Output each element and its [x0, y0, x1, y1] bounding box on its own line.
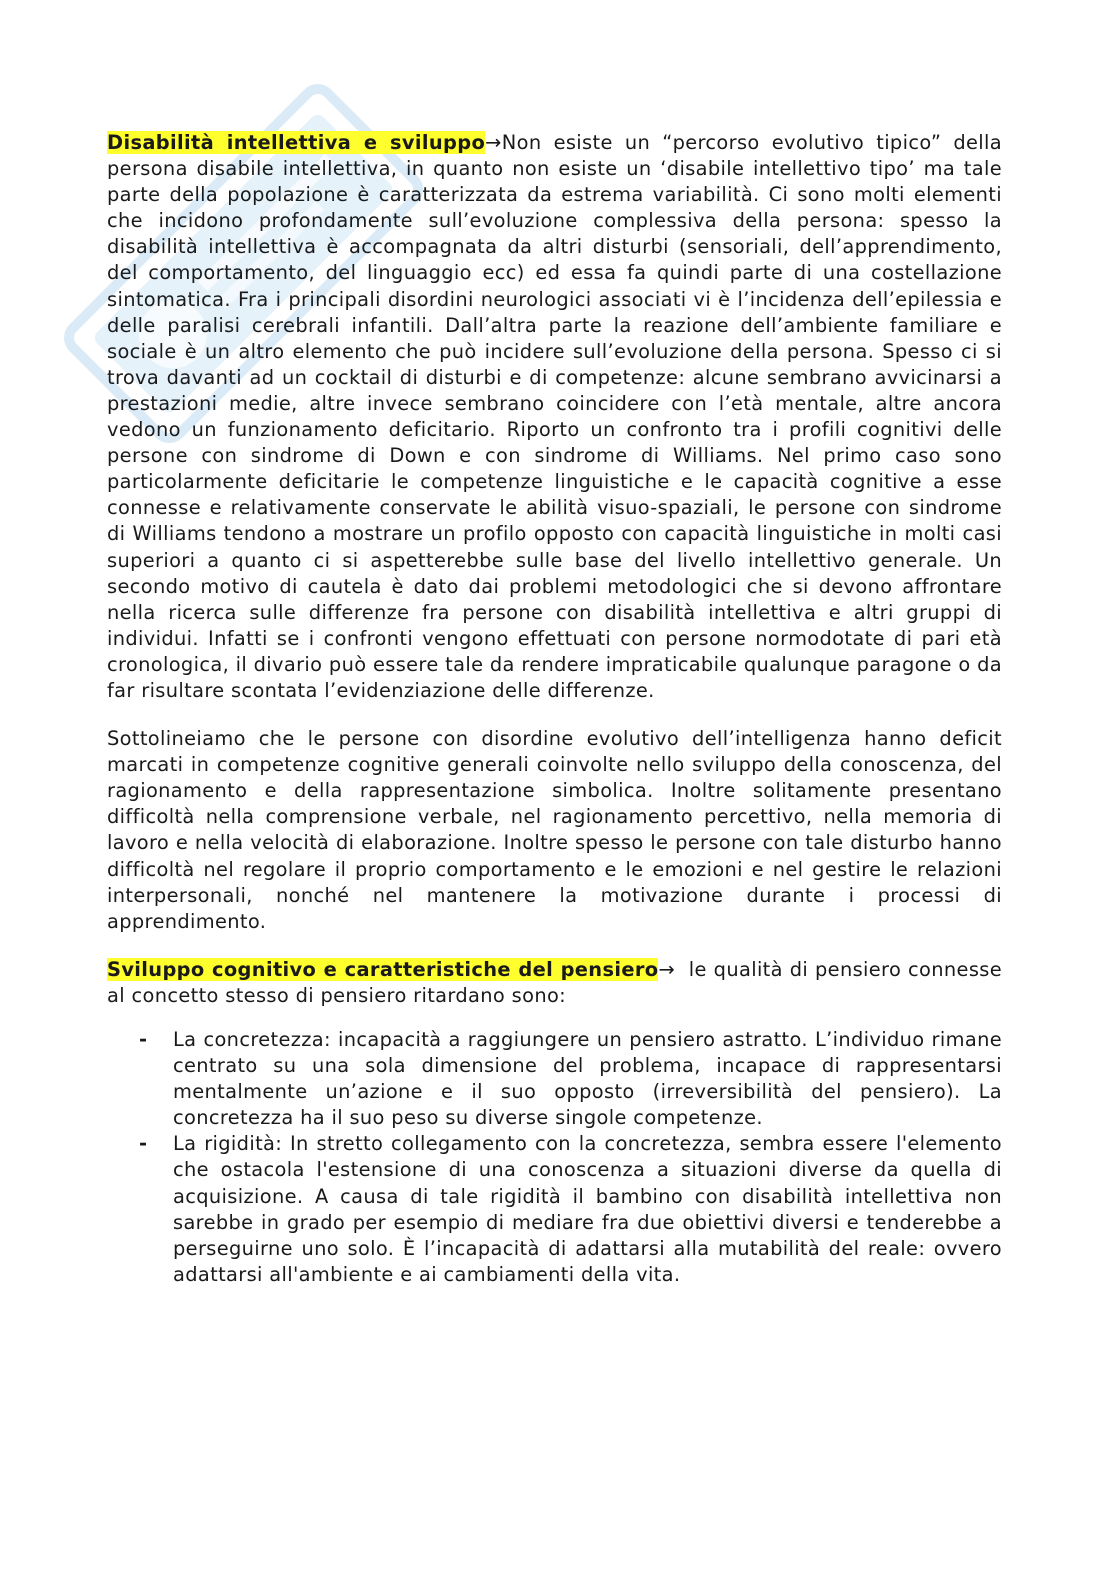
list-item-concretezza [107, 1027, 1002, 1131]
paragraph-text: Non esiste un “percorso evolutivo tipico” della persona disabile intellettiva, in quanto non esiste un ‘disabile intellettivo tipo’ ma tale parte della popolazione è caratterizzata da estrema variabilità. Ci sono molti elementi che incidono profondamente sull’evoluzione complessiva della persona: spesso la disabilità intellettiva è accompagnata da altri disturbi (sensoriali, dell’apprendimento, del comportamento, del linguaggio ecc) ed essa fa quindi parte di una costellazione sintomatica. Fra i principali disordini neurologici associati vi è l’incidenza dell’epilessia e delle paralisi cerebrali infantili. Dall’altra parte la reazione dell’ambiente familiare e sociale è un altro elemento che può incidere sull’evoluzione della persona. Spesso ci si trova davanti ad un cocktail di disturbi e di competenze: alcune sembrano avvicinarsi a prestazioni medie, altre invece sembrano coincidere con l’età mentale, altre ancora vedono un funzionamento deficitario. Riporto un confronto tra i profili cognitivi delle persone con sindrome di Down e con sindrome di Williams. Nel primo caso sono particolarmente deficitarie le competenze linguistiche e le capacità cognitive a esse connesse e relativamente conservate le abilità visuo-spaziali, le persone con sindrome di Williams tendono a mostrare un profilo opposto con capacità linguistiche in molti casi superiori a quanto ci si aspetterebbe sulle base del livello intellettivo generale. Un secondo motivo di cautela è dato dai problemi metodologici che si devono affrontare nella ricerca sulle differenze fra persone con disabilità intellettiva e altri gruppi di individui. Infatti se i confronti vengono effettuati con persone normodotate di pari età cronologica, il divario può essere tale da rendere impraticabile qualunque paragone o da far risultare scontata l’evidenziazione delle differenze. [107, 131, 1002, 702]
arrow-icon: → [658, 957, 676, 981]
heading-disabilita-intellettiva: Disabilità intellettiva e sviluppo [107, 131, 486, 154]
paragraph-sviluppo-cognitivo [107, 957, 1009, 1009]
list-item-text: La concretezza: incapacità a raggiungere un pensiero astratto. L’individuo rimane centrato su una sola dimensione del problema, incapace di rappresentarsi mentalmente un’azione e il suo opposto (irreversibilità del pensiero). La concretezza ha il suo peso su diverse singole competenze. [173, 1028, 1002, 1130]
arrow-icon: → [485, 131, 502, 154]
list-item-text: La rigidità: In stretto collegamento con la concretezza, sembra essere l'elemento che ostacola l'estensione di una conoscenza a situazioni diverse da quella di acquisizione. A causa di tale rigidità il bambino con disabilità intellettiva non sarebbe in grado per esempio di mediare fra due obiettivi diversi e tenderebbe a perseguirne uno solo. È l’incapacità di adattarsi alla mutabilità del reale: ovvero adattarsi all'ambiente e ai cambiamenti della vita. [173, 1132, 1002, 1286]
paragraph-sottolineiamo: Sottolineiamo che le persone con disordine evolutivo dell’intelligenza hanno deficit marcati in competenze cognitive generali coinvolte nello sviluppo della conoscenza, del ragionamento e della rappresentazione simbolica. Inoltre solitamente presentano difficoltà nella comprensione verbale, nel ragionamento percettivo, nella memoria di lavoro e nella velocità di elaborazione. Inoltre spesso le persone con tale disturbo hanno difficoltà nel regolare il proprio comportamento e le emozioni e nel gestire le relazioni interpersonali, nonché nel mantenere la motivazione durante i processi di apprendimento. [107, 727, 1002, 933]
paragraph-disabilita-sviluppo [107, 130, 1002, 704]
dash-bullet-icon: - [139, 1132, 148, 1156]
document-page [107, 130, 1009, 1288]
dash-bullet-icon: - [139, 1028, 148, 1051]
bullet-list [107, 1027, 1002, 1288]
list-item-rigidita [107, 1131, 1002, 1288]
paragraph-text: le qualità di pensiero connesse al concetto stesso di pensiero ritardano sono: [107, 957, 1009, 1007]
heading-sviluppo-cognitivo: Sviluppo cognitivo e caratteristiche del pensiero [107, 957, 659, 981]
